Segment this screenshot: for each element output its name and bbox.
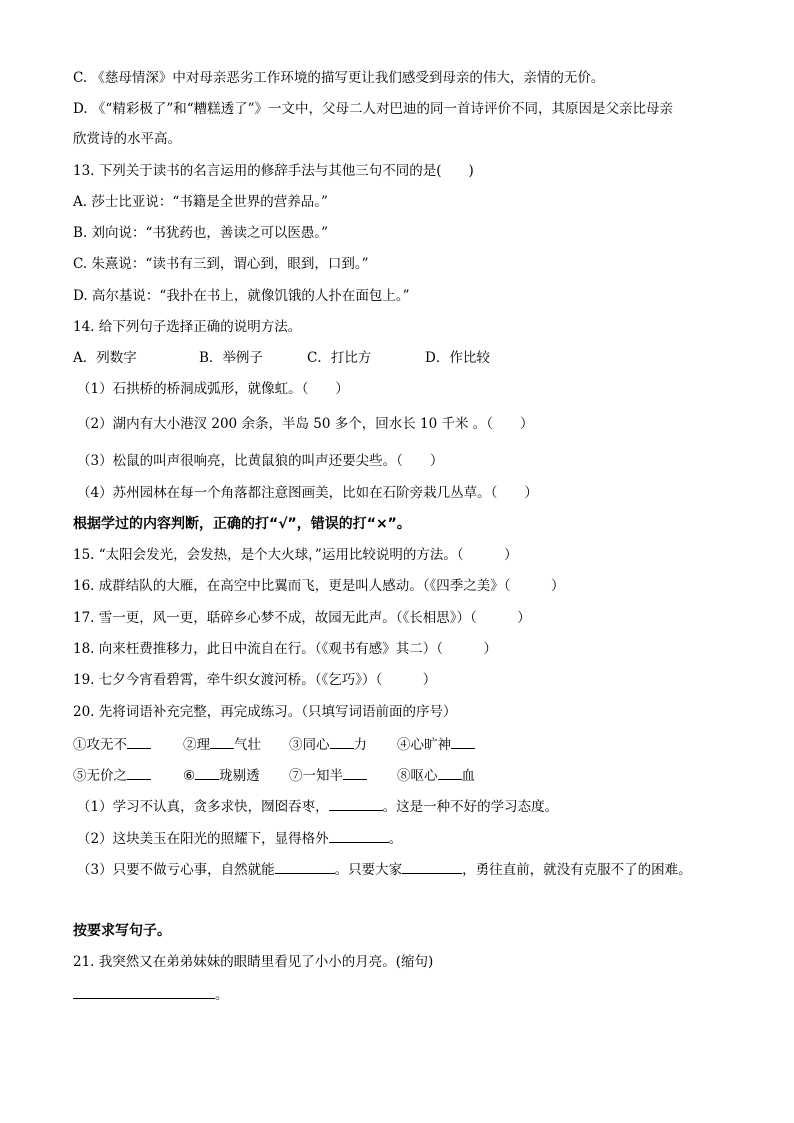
section-heading-judge: 根据学过的内容判断，正确的打“√”，错误的打“×”。 bbox=[73, 516, 411, 532]
question-20-item-3: （3）只要不做亏心事，自然就能 。只要大家 ，勇往直前，就没有克服不了的困难。 bbox=[77, 862, 692, 878]
q14-option-b: B．举例子 bbox=[199, 350, 263, 366]
question-20: 20. 先将词语补充完整，再完成练习。（只填写词语前面的序号） bbox=[73, 704, 457, 720]
word-4: ④心旷神 bbox=[397, 735, 507, 754]
question-14-item-3: （3）松鼠的叫声很响亮，比黄鼠狼的叫声还要尖些。（ ） bbox=[77, 453, 444, 469]
blank[interactable] bbox=[127, 766, 151, 780]
question-20-item-2: （2）这块美玉在阳光的照耀下，显得格外 。 bbox=[77, 831, 403, 847]
question-20-item-1: （1）学习不认真，贪多求快，囫囵吞枣， 。这是一种不好的学习态度。 bbox=[77, 799, 559, 815]
question-14-item-1: （1）石拱桥的桥洞成弧形，就像虹。（ ） bbox=[77, 381, 349, 397]
word-5: ⑤无价之 bbox=[73, 766, 183, 785]
answer-blank[interactable] bbox=[402, 860, 462, 874]
blank[interactable] bbox=[195, 766, 219, 780]
option-d-line-1: D. 《“精彩极了”和“糟糕透了”》一文中，父母二人对巴迪的同一首诗评价不同，其原因是父亲比母亲 bbox=[73, 101, 674, 117]
question-21: 21. 我突然又在弟弟妹妹的眼睛里看见了小小的月亮。(缩句) bbox=[73, 954, 434, 970]
question-15: 15. “太阳会发光，会发热，是个大火球，”运用比较说明的方法。（ ） bbox=[73, 547, 518, 563]
option-d-line-2: 欣赏诗的水平高。 bbox=[73, 131, 181, 147]
answer-blank[interactable] bbox=[73, 985, 215, 999]
question-13-option-a: A. 莎士比亚说：“书籍是全世界的营养品。” bbox=[73, 194, 328, 210]
section-heading-rewrite: 按要求写句子。 bbox=[73, 923, 171, 939]
question-16: 16. 成群结队的大雁，在高空中比翼而飞，更是叫人感动。（《四季之美》（ ） bbox=[73, 578, 565, 594]
q14-option-c: C．打比方 bbox=[307, 350, 372, 366]
question-13-option-d: D. 高尔基说：“我扑在书上，就像饥饿的人扑在面包上。” bbox=[73, 288, 410, 304]
answer-blank[interactable] bbox=[329, 829, 389, 843]
question-14-item-2: （2）湖内有大小港汊 200 余条，半岛 50 多个，回水长 10 千米 。（ ） bbox=[77, 416, 534, 432]
word-row-1 bbox=[73, 735, 734, 754]
question-14-options bbox=[73, 349, 734, 367]
option-c: C. 《慈母情深》中对母亲恶劣工作环境的描写更让我们感受到母亲的伟大，亲情的无价。 bbox=[73, 70, 605, 86]
blank[interactable] bbox=[438, 766, 462, 780]
question-18: 18. 向来枉费推移力，此日中流自在行。（《观书有感》其二）（ ） bbox=[73, 641, 498, 657]
word-2: ②理 气壮 bbox=[183, 737, 261, 753]
answer-blank[interactable] bbox=[329, 797, 383, 811]
blank[interactable] bbox=[210, 735, 234, 749]
question-13-option-b: B. 刘向说：“书犹药也，善读之可以医愚。” bbox=[73, 225, 329, 241]
word-7: ⑦一知半 bbox=[289, 766, 397, 785]
word-6: ⑥ 珑剔透 bbox=[183, 768, 260, 784]
word-row-2 bbox=[73, 766, 734, 785]
question-14: 14. 给下列句子选择正确的说明方法。 bbox=[73, 319, 302, 335]
word-1: ①攻无不 bbox=[73, 735, 183, 754]
word-3: ③同心 力 bbox=[289, 737, 367, 753]
blank[interactable] bbox=[127, 735, 151, 749]
question-14-item-4: （4）苏州园林在每一个角落都注意图画美，比如在石阶旁栽几丛草。（ ） bbox=[77, 485, 538, 501]
q14-option-d: D．作比较 bbox=[425, 350, 490, 366]
question-17: 17. 雪一更，风一更，聒碎乡心梦不成，故园无此声。（《长相思》）（ ） bbox=[73, 610, 531, 626]
answer-blank[interactable] bbox=[275, 860, 335, 874]
question-13-option-c: C. 朱熹说：“读书有三到，谓心到，眼到，口到。” bbox=[73, 256, 369, 272]
question-19: 19. 七夕今宵看碧霄，牵牛织女渡河桥。（《乞巧》）（ ） bbox=[73, 672, 437, 688]
blank[interactable] bbox=[343, 766, 367, 780]
question-13: 13. 下列关于读书的名言运用的修辞手法与其他三句不同的是( ) bbox=[73, 163, 474, 179]
question-21-answer: 。 bbox=[73, 985, 734, 1004]
blank[interactable] bbox=[451, 735, 475, 749]
q14-option-a: A．列数字 bbox=[73, 350, 137, 366]
word-8: ⑧呕心 血 bbox=[397, 768, 475, 784]
blank[interactable] bbox=[330, 735, 354, 749]
